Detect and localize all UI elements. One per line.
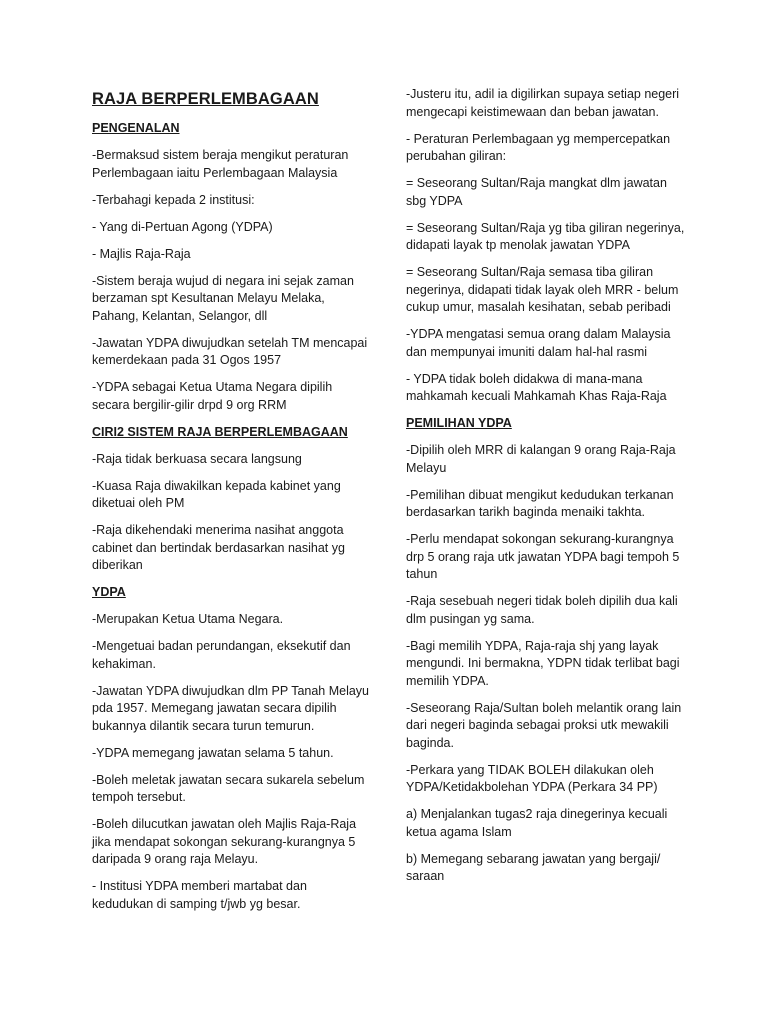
paragraph: -Pemilihan dibuat mengikut kedudukan terkanan berdasarkan tarikh baginda menaiki takhta. bbox=[406, 487, 674, 519]
paragraph: - Peraturan Perlembagaan yg mempercepatkan perubahan giliran: bbox=[406, 131, 671, 163]
page-title: RAJA BERPERLEMBAGAAN bbox=[92, 90, 319, 108]
paragraph: -Bermaksud sistem beraja mengikut peraturan Perlembagaan iaitu Perlembagaan Malaysia bbox=[92, 148, 349, 180]
right-column bbox=[406, 0, 686, 895]
paragraph: -Mengetuai badan perundangan, eksekutif dan kehakiman. bbox=[92, 639, 351, 671]
paragraph: - Majlis Raja-Raja bbox=[92, 246, 191, 261]
paragraph: - Yang di-Pertuan Agong (YDPA) bbox=[92, 219, 273, 234]
paragraph: -Merupakan Ketua Utama Negara. bbox=[92, 612, 284, 626]
section-heading: PEMILIHAN YDPA bbox=[406, 416, 512, 430]
paragraph: -YDPA memegang jawatan selama 5 tahun. bbox=[92, 745, 334, 760]
section-heading: PENGENALAN bbox=[92, 121, 180, 135]
paragraph: -YDPA mengatasi semua orang dalam Malaysia dan mempunyai imuniti dalam hal-hal rasmi bbox=[406, 327, 671, 359]
section-heading: CIRI2 SISTEM RAJA BERPERLEMBAGAAN bbox=[92, 424, 348, 439]
paragraph: - YDPA tidak boleh didakwa di mana-mana mahkamah kecuali Mahkamah Khas Raja-Raja bbox=[406, 371, 667, 403]
paragraph: -Boleh dilucutkan jawatan oleh Majlis Raja-Raja jika mendapat sokongan sekurang-kurangnya 5 daripada 9 orang raja Melayu. bbox=[92, 817, 357, 866]
paragraph: -Terbahagi kepada 2 institusi: bbox=[92, 192, 255, 207]
paragraph: a) Menjalankan tugas2 raja dinegerinya kecuali ketua agama Islam bbox=[406, 807, 668, 839]
paragraph: -Dipilih oleh MRR di kalangan 9 orang Raja-Raja Melayu bbox=[406, 443, 676, 475]
paragraph: -Sistem beraja wujud di negara ini sejak zaman berzaman spt Kesultanan Melayu Melaka, Pahang, Kelantan, Selangor, dll bbox=[92, 273, 354, 323]
paragraph: -Bagi memilih YDPA, Raja-raja shj yang layak mengundi. Ini bermakna, YDPN tidak terlibat bagi memilih YDPA. bbox=[406, 638, 680, 688]
right-blocks bbox=[406, 86, 686, 886]
paragraph: -Perkara yang TIDAK BOLEH dilakukan oleh YDPA/Ketidakbolehan YDPA (Perkara 34 PP) bbox=[406, 762, 658, 794]
left-blocks bbox=[92, 120, 370, 913]
paragraph: -Jawatan YDPA diwujudkan setelah TM mencapai kemerdekaan pada 31 Ogos 1957 bbox=[92, 335, 368, 367]
paragraph: -Seseorang Raja/Sultan boleh melantik orang lain dari negeri baginda sebagai proksi utk mewakili baginda. bbox=[406, 700, 682, 750]
paragraph: b) Memegang sebarang jawatan yang bergaji/ saraan bbox=[406, 851, 661, 883]
paragraph: -Raja dikehendaki menerima nasihat anggota cabinet dan bertindak berdasarkan nasihat yg diberikan bbox=[92, 523, 345, 572]
paragraph: - Institusi YDPA memberi martabat dan kedudukan di samping t/jwb yg besar. bbox=[92, 879, 307, 911]
paragraph: = Seseorang Sultan/Raja yg tiba giliran negerinya, didapati layak tp menolak jawatan YDPA bbox=[406, 220, 685, 252]
paragraph: -Justeru itu, adil ia digilirkan supaya setiap negeri mengecapi keistimewaan dan beban jawatan. bbox=[406, 87, 680, 119]
paragraph: -Raja tidak berkuasa secara langsung bbox=[92, 451, 302, 466]
paragraph: -Boleh meletak jawatan secara sukarela sebelum tempoh tersebut. bbox=[92, 772, 365, 804]
paragraph: -Perlu mendapat sokongan sekurang-kurangnya drp 5 orang raja utk jawatan YDPA bagi tempoh 5 tahun bbox=[406, 532, 680, 581]
paragraph: = Seseorang Sultan/Raja mangkat dlm jawatan sbg YDPA bbox=[406, 176, 667, 208]
paragraph: -YDPA sebagai Ketua Utama Negara dipilih secara bergilir-gilir drpd 9 org RRM bbox=[92, 380, 333, 412]
paragraph: -Kuasa Raja diwakilkan kepada kabinet yang diketuai oleh PM bbox=[92, 478, 341, 510]
paragraph: = Seseorang Sultan/Raja semasa tiba giliran negerinya, didapati tidak layak oleh MRR - belum cukup umur, masalah kesihatan, sebab peribadi bbox=[406, 265, 679, 314]
section-heading: YDPA bbox=[92, 585, 126, 599]
paragraph: -Jawatan YDPA diwujudkan dlm PP Tanah Melayu pda 1957. Memegang jawatan secara dipilih bukannya dilantik secara turun temurun. bbox=[92, 683, 370, 733]
paragraph: -Raja sesebuah negeri tidak boleh dipilih dua kali dlm pusingan yg sama. bbox=[406, 594, 678, 626]
left-column bbox=[92, 0, 370, 923]
